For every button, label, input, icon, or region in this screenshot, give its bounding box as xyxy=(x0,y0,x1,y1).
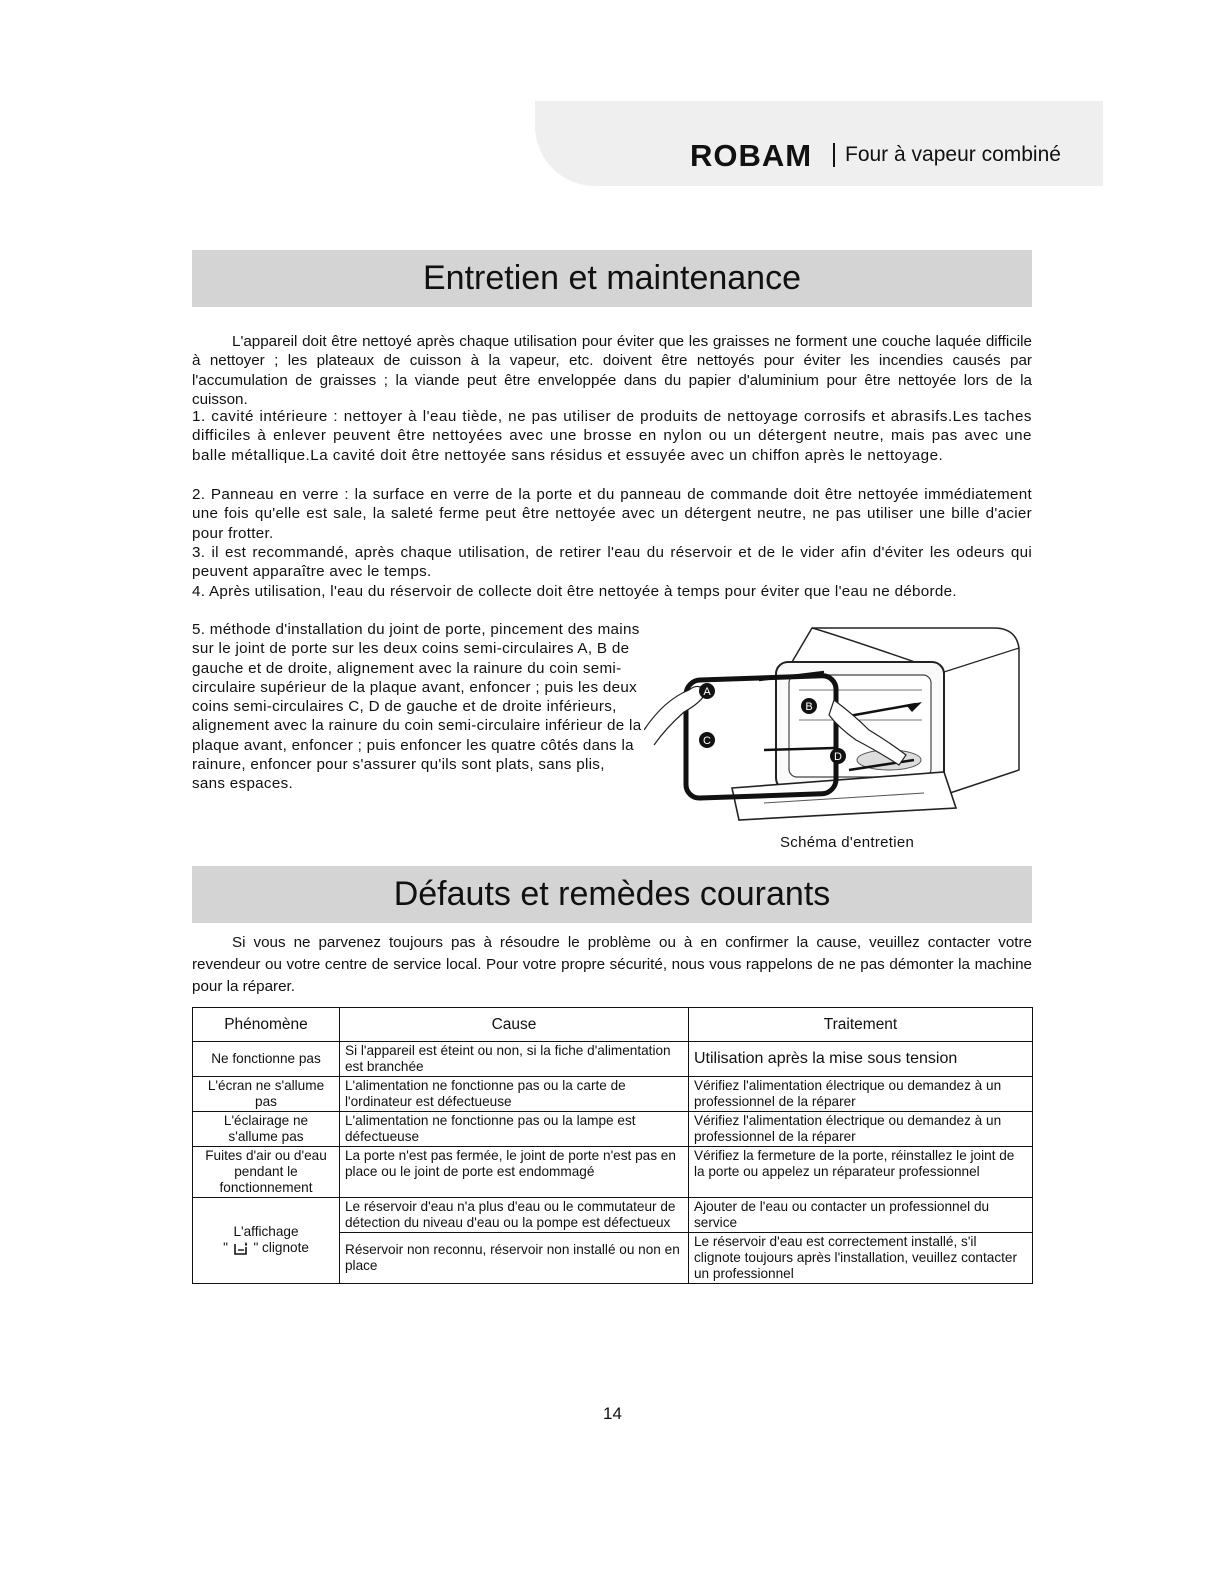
cause-cell: La porte n'est pas fermée, le joint de porte n'est pas en place ou le joint de porte est endommagé xyxy=(340,1147,689,1198)
cause-cell: L'alimentation ne fonctionne pas ou la lampe est défectueuse xyxy=(340,1112,689,1147)
cause-cell: Le réservoir d'eau n'a plus d'eau ou le commutateur de détection du niveau d'eau ou la pompe est défectueux xyxy=(340,1198,689,1233)
phenomenon-cell: L'écran ne s'allume pas xyxy=(193,1077,340,1112)
treatment-cell: Vérifiez l'alimentation électrique ou demandez à un professionnel de la réparer xyxy=(689,1112,1033,1147)
maintenance-item-3: 3. il est recommandé, après chaque utilisation, de retirer l'eau du réservoir et de le vider afin d'éviter les odeurs qui peuvent apparaître avec le temps. xyxy=(192,544,1032,581)
treatment-cell: Vérifiez la fermeture de la porte, réinstallez le joint de la porte ou appelez un réparateur professionnel xyxy=(689,1147,1033,1198)
figure-caption: Schéma d'entretien xyxy=(780,834,915,851)
section-title-faults: Défauts et remèdes courants xyxy=(192,866,1032,923)
door-seal-diagram xyxy=(644,620,1039,825)
cause-cell: L'alimentation ne fonctionne pas ou la carte de l'ordinateur est défectueuse xyxy=(340,1077,689,1112)
label-d: D xyxy=(834,751,842,763)
treatment-cell: Ajouter de l'eau ou contacter un professionnel du service xyxy=(689,1198,1033,1233)
table-row xyxy=(193,1077,1033,1112)
treatment-cell: Utilisation après la mise sous tension xyxy=(689,1042,1033,1077)
treatment-cell: Vérifiez l'alimentation électrique ou demandez à un professionnel de la réparer xyxy=(689,1077,1033,1112)
header-treatment: Traitement xyxy=(689,1008,1033,1042)
header-cause: Cause xyxy=(340,1008,689,1042)
label-a: A xyxy=(703,686,711,698)
maintenance-item-5: 5. méthode d'installation du joint de porte, pincement des mains sur le joint de porte sur les deux coins semi-circulaires A, B de gauche et de droite, alignement avec la rainure du coin semi-circulaire supérieur de la plaque avant, enfoncer ; puis les deux coins semi-circulaires C, D de gauche et de droite inférieurs, alignement avec la rainure du coin semi-circulaire inférieur de la plaque avant, enfoncer ; puis enfoncer les quatre côtés dans la rainure, enfoncer pour s'assurer qu'ils sont plats, sans plis, sans espaces. xyxy=(192,621,642,793)
table-row xyxy=(193,1198,1033,1233)
section-title-maintenance: Entretien et maintenance xyxy=(192,250,1032,307)
maintenance-item-2: 2. Panneau en verre : la surface en verre de la porte et du panneau de commande doit être nettoyée immédiatement une fois qu'elle est sale, la saleté ferme peut être nettoyée avec un détergent neutre, ne pas utiliser une bille d'acier pour frotter. xyxy=(192,486,1032,542)
product-name: Four à vapeur combiné xyxy=(845,143,1061,166)
table-header-row xyxy=(193,1008,1033,1042)
brand-logo: ROBAM xyxy=(690,138,813,173)
phenomenon-cell: L'éclairage ne s'allume pas xyxy=(193,1112,340,1147)
faults-intro: Si vous ne parvenez toujours pas à résoudre le problème ou à en confirmer la cause, veuillez contacter votre revendeur ou votre centre de service local. Pour votre propre sécurité, nous vous rappelons de ne pas démonter la machine pour la réparer. xyxy=(192,934,1032,995)
maintenance-item-4: 4. Après utilisation, l'eau du réservoir de collecte doit être nettoyée à temps pour éviter que l'eau ne déborde. xyxy=(192,583,957,600)
table-row xyxy=(193,1147,1033,1198)
table-row xyxy=(193,1042,1033,1077)
display-label: L'affichage xyxy=(233,1224,299,1240)
phenomenon-cell-display xyxy=(193,1198,340,1284)
label-b: B xyxy=(805,701,813,713)
maintenance-intro: L'appareil doit être nettoyé après chaque utilisation pour éviter que les graisses ne forment une couche laquée difficile à nettoyer ; les plateaux de cuisson à la vapeur, etc. doivent être nettoyés pour éviter les incendies causés par l'accumulation de graisses ; la viande peut être enveloppée dans du papier d'aluminium pour être nettoyée lors de la cuisson. xyxy=(192,333,1032,408)
header-divider xyxy=(833,143,835,167)
table-row xyxy=(193,1112,1033,1147)
water-tank-icon xyxy=(232,1241,250,1257)
header-phenomenon: Phénomène xyxy=(193,1008,340,1042)
quote-open: " xyxy=(223,1240,228,1256)
display-blink-text: " clignote xyxy=(253,1240,309,1256)
page-number: 14 xyxy=(603,1404,622,1423)
phenomenon-cell: Ne fonctionne pas xyxy=(193,1042,340,1077)
cause-cell: Réservoir non reconnu, réservoir non installé ou non en place xyxy=(340,1233,689,1284)
cause-cell: Si l'appareil est éteint ou non, si la fiche d'alimentation est branchée xyxy=(340,1042,689,1077)
label-c: C xyxy=(703,735,711,747)
maintenance-item-1: 1. cavité intérieure : nettoyer à l'eau tiède, ne pas utiliser de produits de nettoyage corrosifs et abrasifs.Les taches difficiles à enlever peuvent être nettoyées avec une brosse en nylon ou un détergent neutre, mais pas avec une balle métallique.La cavité doit être nettoyée sans résidus et essuyée avec un chiffon après le nettoyage. xyxy=(192,408,1032,464)
phenomenon-cell: Fuites d'air ou d'eau pendant le fonctionnement xyxy=(193,1147,340,1198)
faults-table xyxy=(192,1007,1033,1284)
treatment-cell: Le réservoir d'eau est correctement installé, s'il clignote toujours après l'installation, veuillez contacter un professionnel xyxy=(689,1233,1033,1284)
